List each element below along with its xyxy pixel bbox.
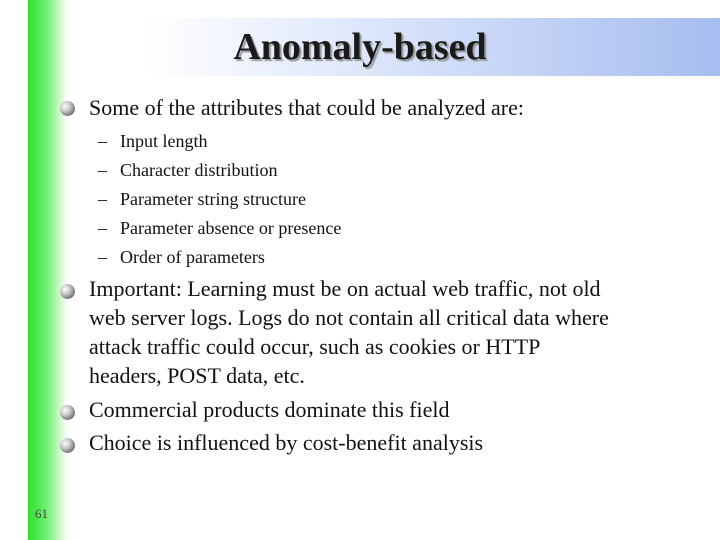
dash-icon: – (98, 247, 107, 267)
bullet-choice: Choice is influenced by cost-benefit analysis (89, 430, 484, 455)
sub-item-label: Order of parameters (120, 247, 265, 267)
bullet-icon (60, 284, 75, 299)
dash-icon: – (98, 160, 107, 180)
bullet-icon (60, 405, 75, 420)
bullet-important-line-1: Important: Learning must be on actual web traffic, not old (89, 276, 601, 301)
side-bar-decoration (28, 0, 68, 540)
sub-item-label: Character distribution (120, 160, 278, 180)
slide-title: Anomaly-based (233, 26, 487, 68)
dash-icon: – (98, 131, 107, 151)
page-number: 61 (35, 506, 48, 521)
bullet-commercial: Commercial products dominate this field (89, 397, 450, 422)
sub-item-label: Parameter string structure (120, 189, 306, 209)
bullet-attributes: Some of the attributes that could be analyzed are: (89, 95, 524, 120)
sub-item-label: Input length (120, 131, 208, 151)
bullet-important-line-4: headers, POST data, etc. (89, 363, 305, 388)
bullet-icon (60, 101, 75, 116)
bullet-important-line-3: attack traffic could occur, such as cookies or HTTP (89, 334, 541, 359)
dash-icon: – (98, 189, 107, 209)
bullet-icon (60, 438, 75, 453)
bullet-important-line-2: web server logs. Logs do not contain all critical data where (89, 305, 609, 330)
sub-item-label: Parameter absence or presence (120, 218, 342, 238)
dash-icon: – (98, 218, 107, 238)
